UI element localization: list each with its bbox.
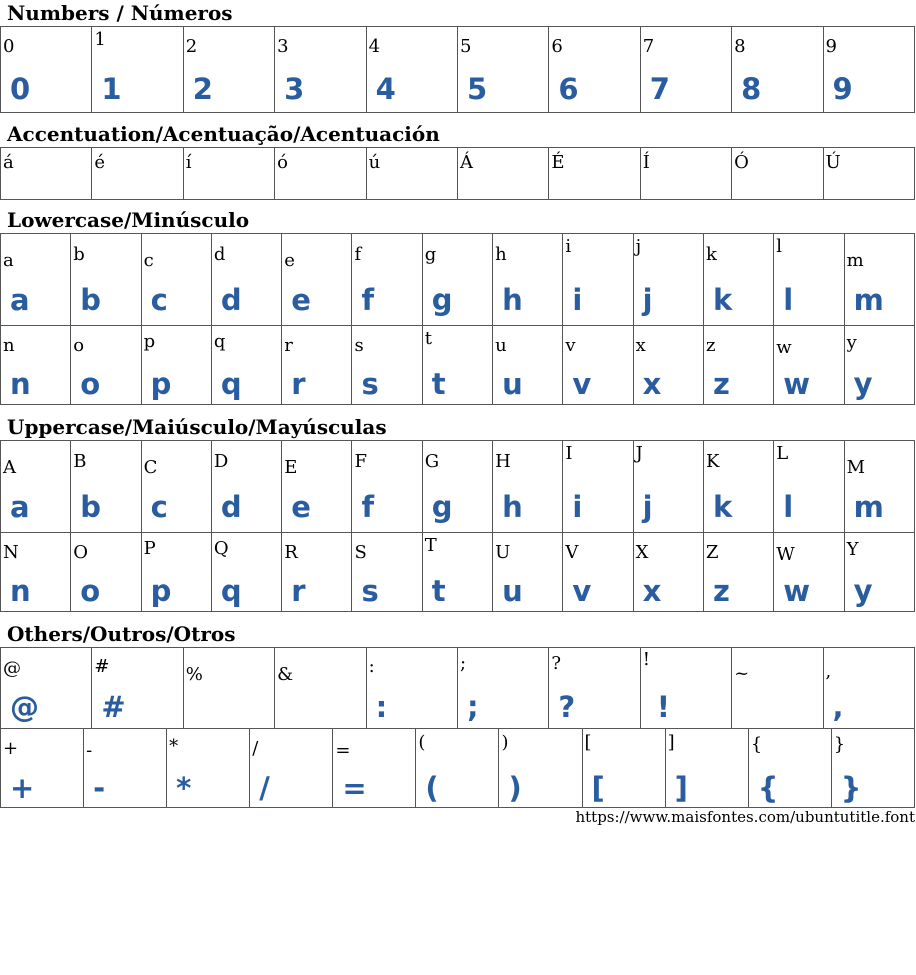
cell-x: x x [633, 326, 703, 405]
cell-asterisk: * * [167, 729, 250, 808]
cell-z: z z [703, 326, 773, 405]
cell-tilde: ~ [732, 648, 823, 729]
cell-O-acute: Ó [732, 148, 823, 200]
cell-f: f f [352, 234, 422, 326]
cell-brace-open: { { [748, 729, 831, 808]
cell-V: V v [563, 533, 633, 612]
cell-question: ? ? [549, 648, 640, 729]
cell-R: R r [282, 533, 352, 612]
cell-l: l l [774, 234, 844, 326]
cell-equals: = = [333, 729, 416, 808]
cell-7: 7 7 [640, 27, 731, 113]
cell-F: F f [352, 441, 422, 533]
cell-0: 0 0 [1, 27, 92, 113]
cell-j: j j [633, 234, 703, 326]
cell-e-acute: é [92, 148, 183, 200]
cell-U: U u [493, 533, 563, 612]
cell-S: S s [352, 533, 422, 612]
cell-v: v v [563, 326, 633, 405]
cell-colon: : : [366, 648, 457, 729]
cell-hash: # # [92, 648, 183, 729]
cell-a: a a [1, 234, 71, 326]
title-numbers: Numbers / Números [7, 1, 233, 25]
cell-percent: % [183, 648, 274, 729]
source-url: https://www.maisfontes.com/ubuntutitle.font [575, 808, 915, 826]
cell-3: 3 3 [275, 27, 366, 113]
others-grid-row2 [0, 728, 915, 808]
cell-H: H h [493, 441, 563, 533]
cell-M: M m [844, 441, 914, 533]
others-grid-row1 [0, 647, 915, 729]
cell-A: A a [1, 441, 71, 533]
cell-a-acute: á [1, 148, 92, 200]
cell-B: B b [71, 441, 141, 533]
cell-m: m m [844, 234, 914, 326]
cell-bracket-close: ] ] [665, 729, 748, 808]
cell-k: k k [703, 234, 773, 326]
cell-n: n n [1, 326, 71, 405]
cell-G: G g [422, 441, 492, 533]
cell-2: 2 2 [183, 27, 274, 113]
cell-P: P p [141, 533, 211, 612]
title-lowercase: Lowercase/Minúsculo [7, 208, 250, 232]
cell-paren-close: ) ) [499, 729, 582, 808]
cell-plus: + + [1, 729, 84, 808]
cell-I: I i [563, 441, 633, 533]
cell-I-acute: Í [640, 148, 731, 200]
cell-1: 1 1 [92, 27, 183, 113]
cell-i: i i [563, 234, 633, 326]
cell-ampersand: & [275, 648, 366, 729]
cell-L: L l [774, 441, 844, 533]
cell-h: h h [493, 234, 563, 326]
cell-b: b b [71, 234, 141, 326]
cell-J: J j [633, 441, 703, 533]
accents-grid [0, 147, 915, 200]
cell-comma: , , [823, 648, 914, 729]
cell-slash: / / [250, 729, 333, 808]
cell-U-acute: Ú [823, 148, 914, 200]
cell-D: D d [211, 441, 281, 533]
cell-C: C c [141, 441, 211, 533]
cell-at: @ @ [1, 648, 92, 729]
cell-T: T t [422, 533, 492, 612]
cell-p: p p [141, 326, 211, 405]
cell-w: w w [774, 326, 844, 405]
cell-u-acute: ú [366, 148, 457, 200]
cell-d: d d [211, 234, 281, 326]
cell-4: 4 4 [366, 27, 457, 113]
cell-q: q q [211, 326, 281, 405]
title-others: Others/Outros/Otros [7, 622, 236, 646]
cell-e: e e [282, 234, 352, 326]
cell-A-acute: Á [457, 148, 548, 200]
cell-semicolon: ; ; [457, 648, 548, 729]
cell-X: X x [633, 533, 703, 612]
cell-minus: - - [84, 729, 167, 808]
cell-c: c c [141, 234, 211, 326]
cell-y: y y [844, 326, 914, 405]
cell-brace-close: } } [831, 729, 914, 808]
cell-o-acute: ó [275, 148, 366, 200]
cell-o: o o [71, 326, 141, 405]
cell-E-acute: É [549, 148, 640, 200]
cell-Z: Z z [703, 533, 773, 612]
cell-paren-open: ( ( [416, 729, 499, 808]
cell-N: N n [1, 533, 71, 612]
cell-s: s s [352, 326, 422, 405]
cell-exclamation: ! ! [640, 648, 731, 729]
lowercase-grid [0, 233, 915, 405]
cell-W: W w [774, 533, 844, 612]
cell-8: 8 8 [732, 27, 823, 113]
cell-9: 9 9 [823, 27, 914, 113]
cell-i-acute: í [183, 148, 274, 200]
cell-5: 5 5 [457, 27, 548, 113]
cell-Q: Q q [211, 533, 281, 612]
numbers-grid [0, 26, 915, 113]
title-uppercase: Uppercase/Maiúsculo/Mayúsculas [7, 415, 387, 439]
cell-bracket-open: [ [ [582, 729, 665, 808]
title-accentuation: Accentuation/Acentuação/Acentuación [7, 122, 440, 146]
cell-6: 6 6 [549, 27, 640, 113]
uppercase-grid [0, 440, 915, 612]
cell-K: K k [703, 441, 773, 533]
cell-t: t t [422, 326, 492, 405]
cell-u: u u [493, 326, 563, 405]
cell-g: g g [422, 234, 492, 326]
cell-O: O o [71, 533, 141, 612]
cell-r: r r [282, 326, 352, 405]
cell-E: E e [282, 441, 352, 533]
cell-Y: Y y [844, 533, 914, 612]
